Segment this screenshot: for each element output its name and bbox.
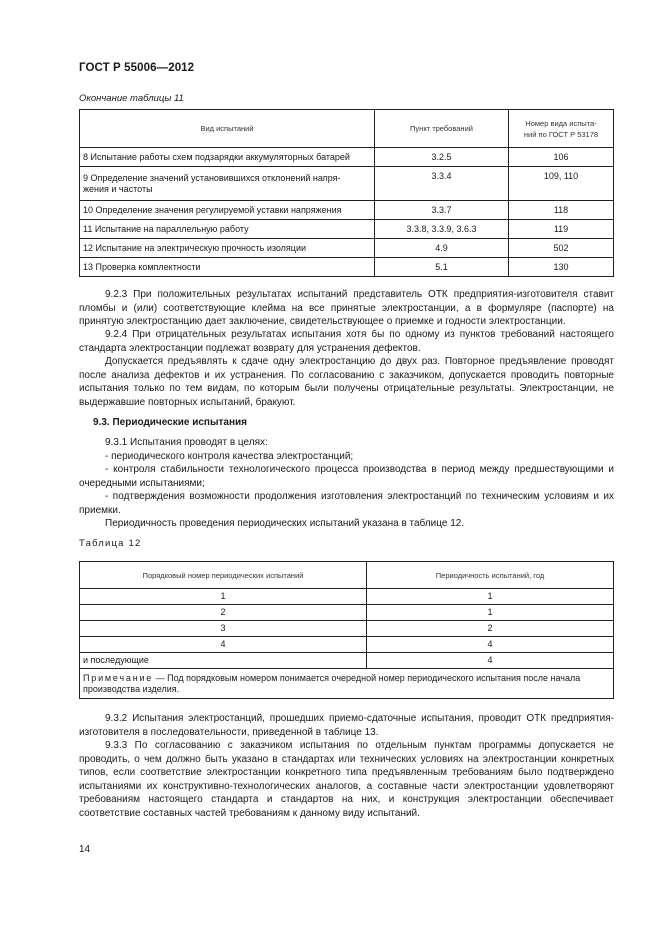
table12-cell-order: 4 (80, 637, 367, 653)
table-note-row (80, 669, 614, 699)
note-text: — Под порядковым номером понимается очередной номер периодического испытания после начала производства изделия. (83, 672, 581, 694)
table11-cell-clause: 4.9 (375, 239, 509, 258)
table-12 (79, 561, 614, 699)
table12-cell-period: 1 (367, 605, 614, 621)
section-heading-9-3: 9.3. Периодические испытания (93, 417, 247, 428)
document-header: ГОСТ Р 55006—2012 (79, 62, 195, 74)
table11-cell-num: 106 (509, 148, 614, 167)
page-number: 14 (79, 844, 91, 855)
table-row (80, 148, 614, 167)
table11-cell-name: 13 Проверка комплектности (80, 258, 375, 277)
table11-cell-num: 130 (509, 258, 614, 277)
table11-header-test-number: Номер вида испыта- ний по ГОСТ Р 53178 (509, 110, 614, 148)
paragraph-periodicity: Периодичность проведения периодических испытаний указана в таблице 12. (105, 518, 465, 529)
table11-cell-num: 119 (509, 220, 614, 239)
table-row (80, 220, 614, 239)
table11-cell-clause: 3.3.4 (375, 167, 509, 201)
table12-header-period: Периодичность испытаний, год (367, 562, 614, 589)
table11-cell-clause: 3.2.5 (375, 148, 509, 167)
note-label: Примечание (83, 672, 154, 683)
table12-header-order: Порядковый номер периодических испытаний (80, 562, 367, 589)
table12-cell-period: 1 (367, 589, 614, 605)
table11-caption: Окончание таблицы 11 (79, 93, 184, 104)
table-row (80, 605, 614, 621)
table-row (80, 258, 614, 277)
table12-cell-period: 4 (367, 653, 614, 669)
table-row (80, 589, 614, 605)
table-row (80, 637, 614, 653)
paragraph-9-3-1-b: - контроля стабильности технологического процесса производства в период между предшествующими и очередными испытаниями; (79, 464, 614, 489)
table11-cell-name: 8 Испытание работы схем подзарядки аккумуляторных батарей (80, 148, 375, 167)
table11-cell-num: 118 (509, 201, 614, 220)
paragraph-resubmission: Допускается предъявлять к сдаче одну электростанцию до двух раз. Повторное предъявление проводят после анализа дефектов и их устранения. По согласованию с заказчиком, допускается проводить повторные испытания только по тем видам, по которым были получены отрицательные результаты. Электростанции, не выдержавшие повторных испытаний, бракуют. (79, 356, 614, 408)
paragraph-9-2-3: 9.2.3 При положительных результатах испытаний представитель ОТК предприятия-изготовителя ставит пломбы и (или) соответствующие клейма на все принятые электростанции, а в формуляре (паспорте) на принятую электростанцию дает заключение, свидетельствующее о приемке и годности электростанции. (79, 289, 614, 327)
table-row (80, 201, 614, 220)
table12-caption: Таблица 12 (79, 538, 142, 549)
table11-cell-clause: 3.3.7 (375, 201, 509, 220)
table11-cell-name: 12 Испытание на электрическую прочность изоляции (80, 239, 375, 258)
table-row (80, 653, 614, 669)
table11-cell-name: 11 Испытание на параллельную работу (80, 220, 375, 239)
table11-cell-clause: 3.3.8, 3.3.9, 3.6.3 (375, 220, 509, 239)
paragraph-9-3-3: 9.3.3 По согласованию с заказчиком испытания по отдельным пунктам программы допускается не проводить, о чем должно быть указано в стандартах или технических условиях на электростанции конкретных типов, если соответствие электростанции конкретного типа предъявленным требованиям было подтверждено испытаниями их конструктивно-технологических аналогов, а составные части электростанции удовлетворяют требованиям настоящего стандарта и стандартов на них, и конструкция электростанции обеспечивает соответствие составных частей требованиям к данному виду испытаний. (79, 740, 614, 819)
table12-cell-order: 1 (80, 589, 367, 605)
paragraph-9-3-1-c: - подтверждения возможности продолжения изготовления электростанций по техническим условиям и их приемки. (79, 491, 614, 516)
table12-cell-order: и последующие (80, 653, 367, 669)
table11-cell-num: 502 (509, 239, 614, 258)
table11-cell-name: 10 Определение значения регулируемой уставки напряжения (80, 201, 375, 220)
paragraph-9-3-2: 9.3.2 Испытания электростанций, прошедших приемо-сдаточные испытания, проводит ОТК предприятия-изготовителя в последовательности, приведенной в таблице 13. (79, 713, 614, 738)
table12-note (80, 669, 614, 699)
table12-cell-order: 2 (80, 605, 367, 621)
paragraph-9-2-4: 9.2.4 При отрицательных результатах испытания хотя бы по одному из пунктов требований настоящего стандарта электростанции подлежат возврату для устранения дефектов. (79, 329, 614, 354)
table11-header-clause: Пункт требований (375, 110, 509, 148)
table-11 (79, 109, 614, 277)
table11-cell-clause: 5.1 (375, 258, 509, 277)
table11-cell-name: 9 Определение значений установившихся отклонений напря- жения и частоты (80, 167, 375, 201)
table11-header-test-type: Вид испытаний (80, 110, 375, 148)
table-row (80, 621, 614, 637)
table-row (80, 239, 614, 258)
table12-cell-order: 3 (80, 621, 367, 637)
paragraph-9-3-1-a: - периодического контроля качества электростанций; (105, 451, 354, 462)
table11-cell-num: 109, 110 (509, 167, 614, 201)
table12-cell-period: 2 (367, 621, 614, 637)
table-row (80, 167, 614, 201)
paragraph-9-3-1-intro: 9.3.1 Испытания проводят в целях: (105, 437, 268, 448)
table12-cell-period: 4 (367, 637, 614, 653)
